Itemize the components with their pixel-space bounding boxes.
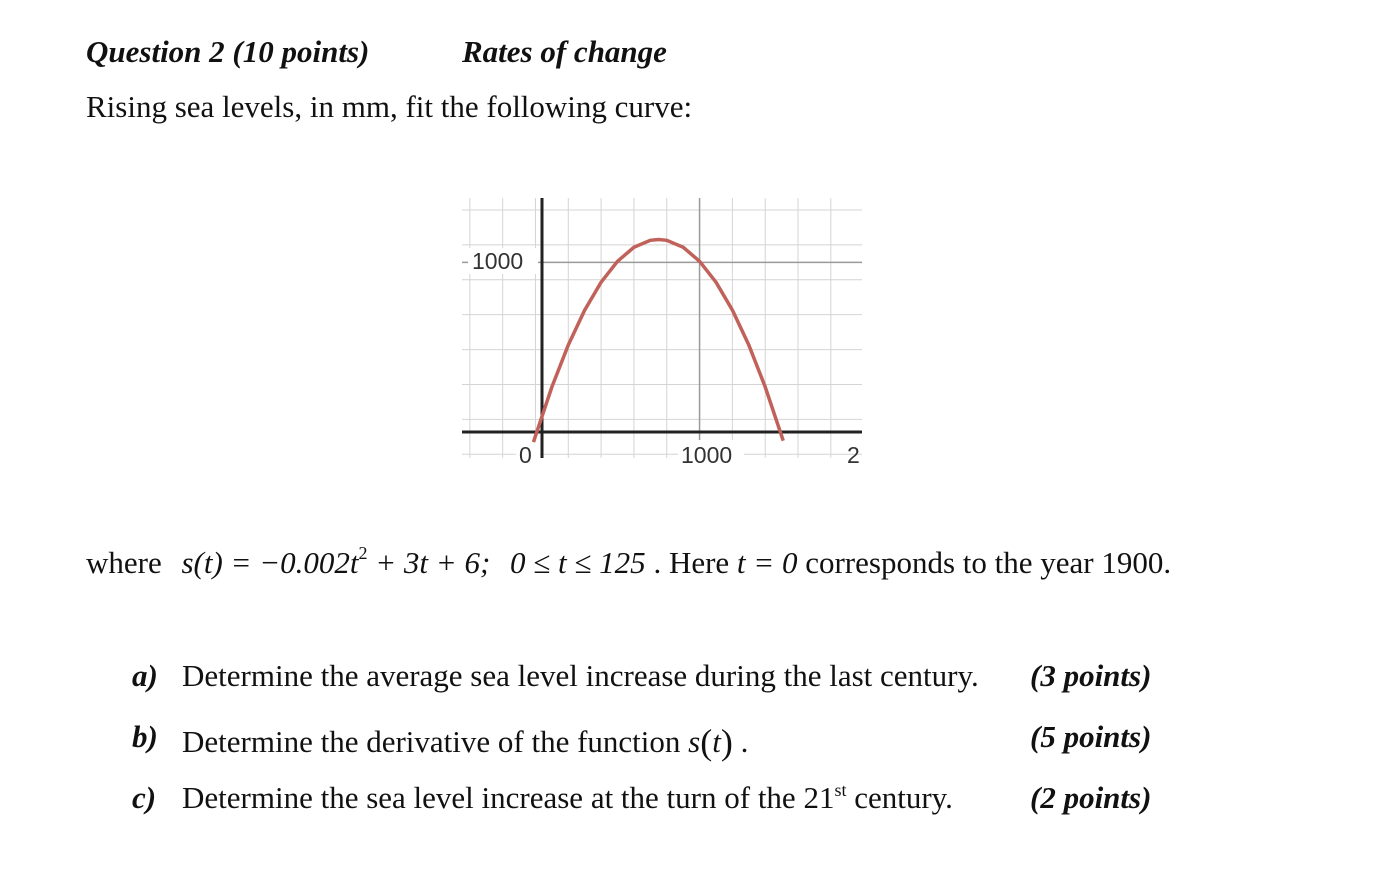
formula-exponent: 2 [358,543,368,563]
part-a-points: (3 points) [1030,658,1152,693]
part-b-func-s: s [688,724,701,759]
sea-level-curve [534,240,784,443]
formula-after: . Here [653,545,730,580]
formula-t-zero: t = 0 [736,545,798,580]
formula-domain: 0 ≤ t ≤ 125 [510,545,646,580]
part-a-letter: a) [132,658,158,693]
part-c-sup: st [834,780,847,800]
part-b-points: (5 points) [1030,719,1152,754]
intro-text: Rising sea levels, in mm, fit the following curve: [86,89,693,124]
part-b-end: . [740,724,749,759]
sea-level-graph [460,196,862,470]
part-b-text: Determine the derivative of the function [182,724,681,759]
question-header [86,34,667,70]
part-b-text-wrap: Determine the derivative of the function s(t) . [182,722,749,762]
function-definition [86,543,1171,581]
question-subtitle: Rates of change [462,34,667,69]
part-c-points: (2 points) [1030,780,1152,815]
part-a [132,658,1162,719]
part-c-text-before: Determine the sea level increase at the turn of the 21 [182,780,835,815]
grid-minor [462,198,862,458]
question-parts [132,658,1162,841]
formula-rest: + 3t + 6; [375,545,491,580]
part-b-letter: b) [132,719,158,754]
part-b [132,719,1162,780]
x-tick-label-0: 0 [519,442,532,468]
part-c [132,780,1162,841]
part-b-func-t: t [712,724,721,759]
x-tick-label-2: 2 [847,442,860,468]
part-a-text: Determine the average sea level increase during the last century. [182,658,979,693]
formula-lead: where [86,545,162,580]
formula-function: s(t) = −0.002t [181,545,359,580]
x-tick-label-1000: 1000 [681,442,733,468]
part-c-text-wrap [182,780,953,816]
question-title: Question 2 (10 points) [86,34,370,69]
part-c-letter: c) [132,780,157,815]
y-tick-label: 1000 [472,248,524,274]
formula-tail: corresponds to the year 1900. [805,545,1172,580]
part-c-text-after: century. [846,780,953,815]
